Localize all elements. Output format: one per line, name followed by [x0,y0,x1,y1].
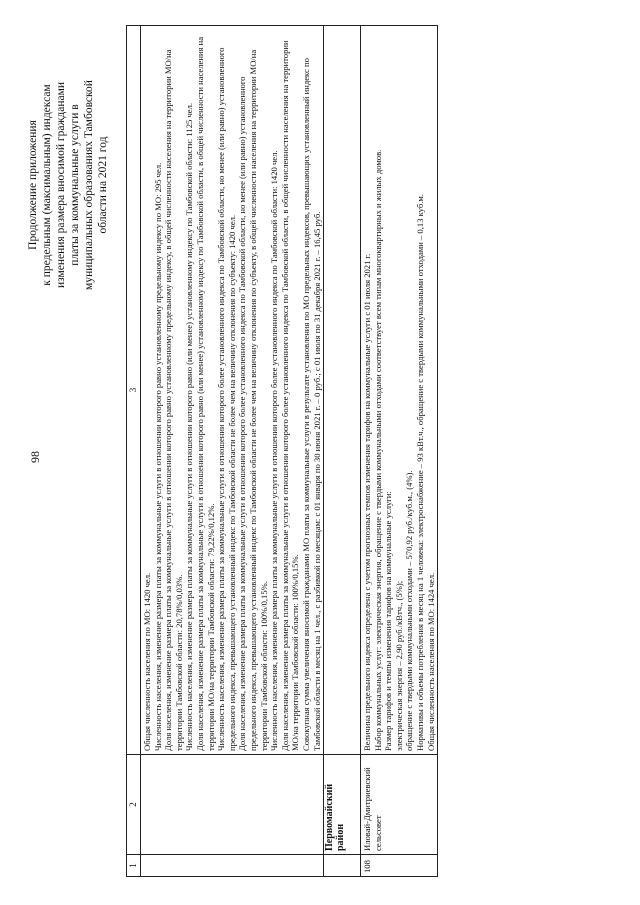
indices-table [126,25,438,877]
row-description [361,26,438,755]
row-description [141,26,324,755]
description-paragraph: Численность населения, изменение размера платы за коммунальные услуги в отношении которого равно (или менее) установленному индексу по Тамбовской области: 1125 чел. [184,102,195,751]
municipality-name: Иловай-Дмитриевский сельсовет [361,755,438,855]
description-paragraph: Общая численность населения по МО: 1420 чел. [142,572,152,751]
description-paragraph: Доля населения, изменение размера платы за коммунальные услуги в отношении которого более установленного индекса по Тамбовской области, в общей численности населения на территории МО/на территории Тамбовской области: 100%/0,15%. [279,40,301,751]
region-name: Первомайский район [324,755,361,855]
column-header: 1 [127,855,141,877]
table-row [361,26,438,877]
description-paragraph: Численность населения, изменение размера платы за коммунальные услуги в отношении которого более установленного индекса по Тамбовской области: 1420 чел. [269,150,280,751]
region-row [324,26,361,877]
description-paragraph: Доля населения, изменение размера платы за коммунальные услуги в отношении которого равно установленному предельному индексу, в общей численности населения на территории МО/на территории Тамбовской области: 20,78%/0,03%. [163,49,184,751]
description-paragraph: электрическая энергия – 2,90 руб./кВтч., (5%); [393,580,404,751]
heading-line: области на 2021 год [97,136,109,234]
description-paragraph: Доля населения, изменение размера платы за коммунальные услуги в отношении которого равно (или менее) установленному индексу по Тамбовской области, в общей численности населения на территории МО/на территории Тамбовской области: 79,22%/0,12%. [194,36,216,751]
heading-line: муниципальных образованиях Тамбовской [83,80,95,290]
description-paragraph: Совокупная сумма увеличения вносимой гражданами МО платы за коммунальные услуги в результате установления по МО предельных индексов, превышающих установленный индекс по Тамбовской области в месяц на 1 чел., с разбивкой по месяцам: с 01 января по 30 июня 2021 г. – 0 руб.; с 01 июля по 31 декабря 2021 г. – 16,45 руб. [300,58,322,751]
description-paragraph: Величина предельного индекса определена с учетом прогнозных темпов изменения тарифов на коммунальные услуги с 01 июля 2021 г. [362,253,373,751]
table-header-row [127,26,141,877]
appendix-heading [26,35,110,335]
column-header: 2 [127,755,141,855]
heading-line: Продолжение приложения [27,120,39,250]
description-paragraph: Численность населения, изменение размера платы за коммунальные услуги в отношении которого более установленного индекса по Тамбовской области, но менее (или равно) установленного предельного индекса, превышающего установленный индекс по Тамбовской области не более чем на величину отклонения по субъекту: 1420 чел. [216,47,237,751]
description-paragraph: обращение с твердыми коммунальными отходами – 570,92 руб./куб.м., (4%). [404,470,415,751]
table-row-continued [141,26,324,877]
row-number: 108 [361,855,438,877]
heading-line: к предельным (максимальным) индексам [41,84,53,286]
heading-line: платы за коммунальные услуги в [69,104,81,266]
page-number: 98 [28,451,42,463]
description-paragraph: Общая численность населения по МО: 1424 чел. [425,572,436,751]
description-paragraph: Численность населения, изменение размера платы за коммунальные услуги в отношении которого равно установленному предельному индексу по МО: 295 чел. [152,162,163,751]
description-paragraph: Доля населения, изменение размера платы за коммунальные услуги в отношении которого более установленного индекса по Тамбовской области, но менее (или равно) установленного предельного индекса, превышающего установленный индекс по Тамбовской области не более чем на величину отклонения по субъекту, в общей численности населения на территории МО/на территории Тамбовской области: 100%/0,15%. [237,49,269,751]
heading-line: изменения размера вносимой гражданами [55,81,67,289]
description-paragraph: Набор коммунальных услуг: электрическая энергия, обращение с твердыми коммунальными отходами соответствует всем типам многоквартирных и жилых домов. [372,149,383,751]
column-header: 3 [127,26,141,755]
description-paragraph: Нормативы и объемы потребления в месяц на 1 человека: электроснабжение – 93 кВт.ч., обращение с твердыми коммунальными отходами – 0,13 куб.м. [415,194,426,751]
description-paragraph: Размер тарифов и темпы изменения тарифов на коммунальные услуги: [383,491,394,751]
